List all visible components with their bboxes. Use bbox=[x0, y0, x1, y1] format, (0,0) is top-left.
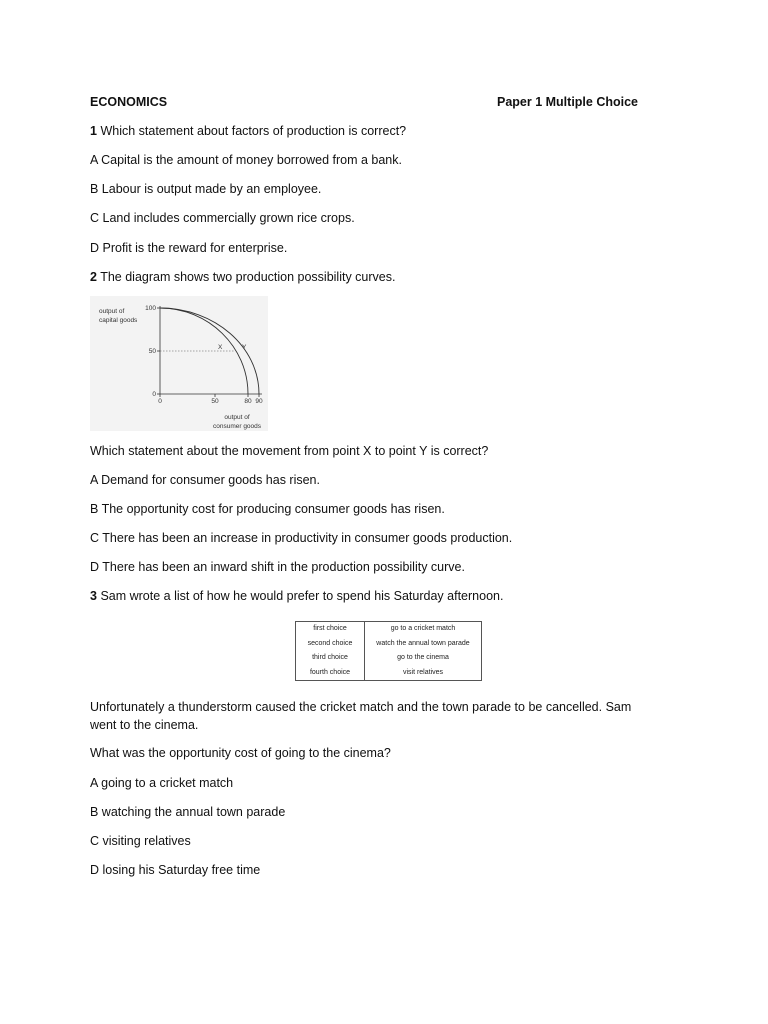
point-x-label: X bbox=[218, 344, 223, 351]
question-number: 1 bbox=[90, 124, 97, 138]
question-3-stem bbox=[90, 589, 503, 603]
table-row bbox=[296, 666, 482, 681]
x-axis-label-line2: consumer goods bbox=[212, 423, 262, 430]
option-d: D losing his Saturday free time bbox=[90, 863, 261, 877]
x-axis-label-line1: output of bbox=[224, 414, 250, 421]
option-b: B Labour is output made by an employee. bbox=[90, 182, 322, 196]
x-tick-label: 80 bbox=[244, 398, 252, 405]
activity-cell: go to a cricket match bbox=[390, 625, 456, 633]
y-axis-label-line2: capital goods bbox=[99, 317, 138, 324]
y-tick-label: 50 bbox=[148, 348, 156, 355]
option-b: B The opportunity cost for producing consumer goods has risen. bbox=[90, 502, 445, 516]
question-text: Sam wrote a list of how he would prefer to spend his Saturday afternoon. bbox=[100, 589, 504, 603]
option-a: A going to a cricket match bbox=[90, 776, 234, 790]
y-tick-label: 100 bbox=[145, 305, 156, 312]
x-tick-label: 50 bbox=[211, 398, 219, 405]
rank-cell: second choice bbox=[296, 637, 365, 652]
preference-table bbox=[295, 621, 482, 681]
activity-cell: visit relatives bbox=[402, 668, 444, 676]
paper-title: Paper 1 Multiple Choice bbox=[497, 95, 639, 109]
option-a: A Capital is the amount of money borrowed from a bank. bbox=[90, 153, 402, 167]
question-3-prompt: What was the opportunity cost of going to the cinema? bbox=[90, 746, 391, 760]
option-b: B watching the annual town parade bbox=[90, 805, 286, 819]
question-1-stem bbox=[90, 124, 406, 138]
subject-title: ECONOMICS bbox=[90, 95, 168, 109]
x-tick-label: 90 bbox=[255, 398, 263, 405]
option-c: C visiting relatives bbox=[90, 834, 191, 848]
option-c: C Land includes commercially grown rice crops. bbox=[90, 211, 355, 225]
option-a: A Demand for consumer goods has risen. bbox=[90, 473, 320, 487]
option-d: D Profit is the reward for enterprise. bbox=[90, 241, 288, 255]
ppc-marks bbox=[145, 305, 263, 405]
ppc-chart bbox=[90, 296, 268, 431]
point-y-label: Y bbox=[242, 344, 247, 351]
activity-cell: go to the cinema bbox=[397, 654, 449, 662]
y-axis-label-line1: output of bbox=[99, 308, 125, 315]
option-c: C There has been an increase in productivity in consumer goods production. bbox=[90, 531, 513, 545]
ppc-diagram bbox=[90, 296, 268, 431]
question-3-context: Unfortunately a thunderstorm caused the cricket match and the town parade to be cancelled. Sam went to the cinema. bbox=[90, 700, 632, 732]
question-number: 2 bbox=[90, 270, 97, 284]
question-number: 3 bbox=[90, 589, 97, 603]
question-2-stem bbox=[90, 270, 395, 284]
table-row bbox=[296, 651, 482, 666]
y-tick-label: 0 bbox=[152, 391, 156, 398]
activity-cell: watch the annual town parade bbox=[376, 639, 470, 647]
question-text: Which statement about factors of production is correct? bbox=[100, 124, 407, 138]
rank-cell: fourth choice bbox=[296, 666, 365, 681]
x-tick-label: 0 bbox=[158, 398, 162, 405]
table-row bbox=[296, 622, 482, 637]
rank-cell: third choice bbox=[296, 651, 365, 666]
option-d: D There has been an inward shift in the production possibility curve. bbox=[90, 560, 465, 574]
rank-cell: first choice bbox=[296, 622, 365, 637]
question-2-prompt: Which statement about the movement from point X to point Y is correct? bbox=[90, 444, 489, 458]
table-row bbox=[296, 637, 482, 652]
question-text: The diagram shows two production possibility curves. bbox=[100, 270, 396, 284]
